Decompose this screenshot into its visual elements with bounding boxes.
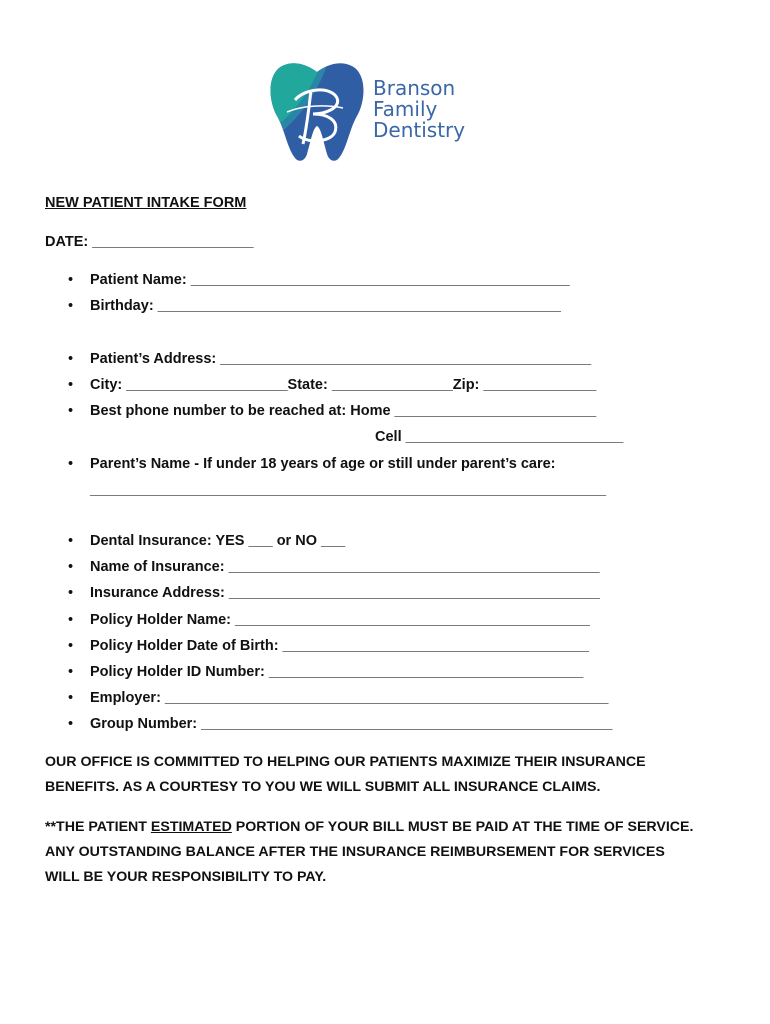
practice-name-line1: Branson (373, 76, 456, 100)
form-title: NEW PATIENT INTAKE FORM (45, 195, 247, 211)
payment-notice-emphasis: ESTIMATED (150, 819, 232, 835)
policy-holder-name-field[interactable]: • Policy Holder Name: ____________________________________________ (90, 611, 590, 629)
payment-notice-end: PORTION OF YOUR BILL MUST BE PAID AT THE TIME OF SERVICE. ANY OUTSTANDING BALANCE AFTER THE INSURANCE REIMBURSEMENT FOR SERVICES WILL BE YOUR RESPONSIBILITY TO PAY. (45, 819, 694, 885)
practice-name (373, 78, 465, 141)
insurance-notice: OUR OFFICE IS COMMITTED TO HELPING OUR PATIENTS MAXIMIZE THEIR INSURANCE BENEFITS. AS A COURTESY TO YOU WE WILL SUBMIT ALL INSURANCE CLAIMS. (45, 754, 646, 795)
practice-logo (265, 60, 505, 164)
payment-notice (45, 815, 695, 890)
home-phone-field[interactable]: • Best phone number to be reached at: Home _________________________ (90, 402, 596, 420)
practice-name-line2: Family (373, 97, 438, 121)
insurance-address-field[interactable]: • Insurance Address: ______________________________________________ (90, 584, 600, 602)
city-state-zip-field[interactable]: • City: ____________________State: _______________Zip: ______________ (90, 376, 596, 394)
date-field[interactable]: DATE: ____________________ (45, 234, 254, 250)
payment-notice-start: **THE PATIENT (45, 819, 151, 835)
dental-insurance-field[interactable]: • Dental Insurance: YES ___ or NO ___ (90, 532, 345, 550)
cell-phone-field[interactable]: Cell ___________________________ (375, 429, 624, 445)
parent-name-field[interactable]: ________________________________________________________________ (90, 482, 607, 498)
policy-holder-id-field[interactable]: • Policy Holder ID Number: _______________________________________ (90, 663, 583, 681)
birthday-field[interactable]: • Birthday: __________________________________________________ (90, 297, 561, 315)
insurance-name-field[interactable]: • Name of Insurance: ______________________________________________ (90, 558, 600, 576)
group-number-field[interactable]: • Group Number: ___________________________________________________ (90, 715, 612, 733)
patient-name-field[interactable]: • Patient Name: _______________________________________________ (90, 271, 570, 289)
employer-field[interactable]: • Employer: _______________________________________________________ (90, 689, 608, 707)
policy-holder-dob-field[interactable]: • Policy Holder Date of Birth: ______________________________________ (90, 637, 589, 655)
tooth-logo-icon (265, 60, 369, 164)
patient-address-field[interactable]: • Patient’s Address: ______________________________________________ (90, 350, 591, 368)
practice-name-line3: Dentistry (373, 118, 466, 142)
parent-name-label: • Parent’s Name - If under 18 years of age or still under parent’s care: (90, 455, 556, 473)
